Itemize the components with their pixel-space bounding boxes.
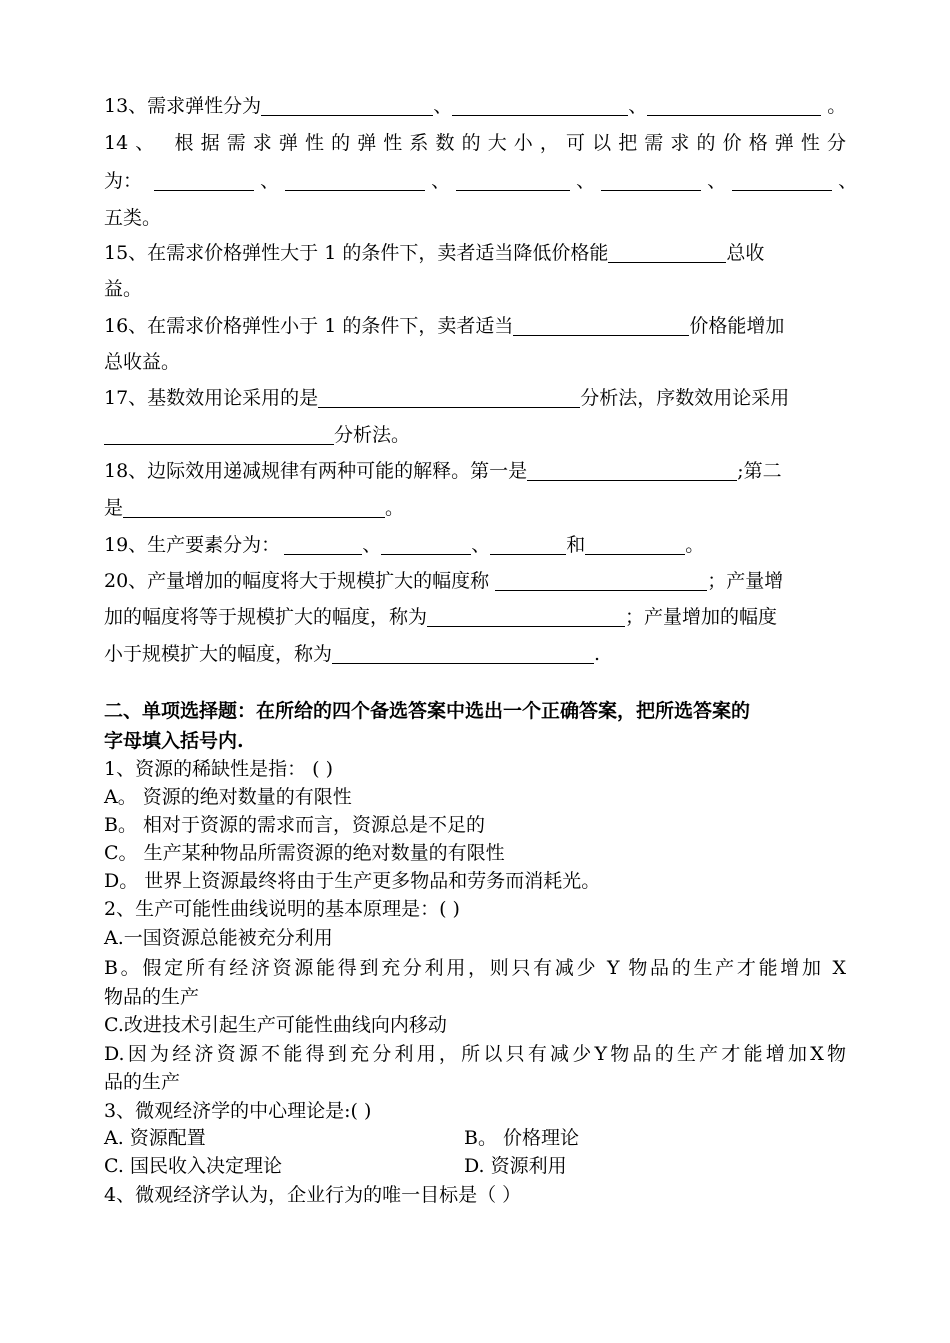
q18-end: 。 bbox=[385, 497, 405, 519]
mc-q1-option-a[interactable]: A。 资源的绝对数量的有限性 bbox=[104, 786, 352, 808]
q18-suffix: ;第二 bbox=[737, 460, 782, 482]
q20-suffix-2: ；产量增加的幅度 bbox=[625, 606, 778, 628]
q19-blank-4[interactable] bbox=[585, 534, 685, 555]
q20-text-3: 小于规模扩大的幅度，称为 bbox=[104, 643, 333, 665]
question-20 bbox=[104, 567, 846, 595]
q18-prefix-2: 是 bbox=[104, 497, 124, 519]
question-14-line-1: 14、 根据需求弹性的弹性系数的大小，可以把需求的价格弹性分 bbox=[104, 132, 846, 154]
mc-q3-option-b[interactable]: B。 价格理论 bbox=[464, 1127, 580, 1149]
q17-suffix: 分析法，序数效用论采用 bbox=[580, 387, 790, 409]
question-18 bbox=[104, 457, 846, 485]
question-14-line-3: 五类。 bbox=[104, 207, 162, 229]
q14-blank-4[interactable] bbox=[601, 170, 701, 191]
question-18-line-2 bbox=[104, 494, 846, 522]
section-2-heading: 二、单项选择题：在所给的四个备选答案中选出一个正确答案，把所选答案的 bbox=[104, 700, 751, 722]
question-20-line-2 bbox=[104, 603, 846, 631]
q14-prefix: 为： bbox=[104, 170, 143, 192]
mc-q3-options-row-2 bbox=[104, 1152, 846, 1180]
mc-question-2: 2、生产可能性曲线说明的基本原理是：( ) bbox=[104, 898, 460, 920]
question-13 bbox=[104, 92, 846, 120]
mc-q2-option-a[interactable]: A.一国资源总能被充分利用 bbox=[104, 927, 333, 949]
q13-blank-1[interactable] bbox=[261, 95, 433, 116]
q14-blank-5[interactable] bbox=[732, 170, 832, 191]
q20-blank-3[interactable] bbox=[332, 643, 594, 664]
q15-suffix: 总收 bbox=[726, 242, 765, 264]
q17-text: 17、基数效用论采用的是 bbox=[104, 387, 319, 409]
q17-suffix-2: 分析法。 bbox=[334, 424, 411, 446]
mc-q2-option-d-line-2: 品的生产 bbox=[104, 1071, 181, 1093]
mc-q2-option-c[interactable]: C.改进技术引起生产可能性曲线向内移动 bbox=[104, 1014, 447, 1036]
q16-text: 16、在需求价格弹性小于 1 的条件下，卖者适当 bbox=[104, 315, 514, 337]
q20-suffix: ；产量增 bbox=[707, 570, 784, 592]
q20-blank-2[interactable] bbox=[427, 606, 625, 627]
mc-q3-options-row-1 bbox=[104, 1124, 846, 1152]
q19-sep: 、 bbox=[471, 534, 491, 556]
question-17-line-2 bbox=[104, 421, 846, 449]
question-17 bbox=[104, 384, 846, 412]
q19-blank-3[interactable] bbox=[490, 534, 566, 555]
question-14-line-2 bbox=[104, 167, 858, 195]
q19-text: 19、生产要素分为： bbox=[104, 534, 281, 556]
q14-blank-2[interactable] bbox=[285, 170, 425, 191]
q14-sep: 、 bbox=[260, 170, 280, 192]
q19-blank-2[interactable] bbox=[381, 534, 471, 555]
q20-end: . bbox=[594, 643, 601, 665]
q18-text: 18、边际效用递减规律有两种可能的解释。第一是 bbox=[104, 460, 528, 482]
q13-end: 。 bbox=[821, 95, 847, 117]
q15-text: 15、在需求价格弹性大于 1 的条件下，卖者适当降低价格能 bbox=[104, 242, 609, 264]
q17-blank-1[interactable] bbox=[318, 387, 580, 408]
q16-blank[interactable] bbox=[513, 315, 689, 336]
q19-end: 。 bbox=[685, 534, 705, 556]
q14-blank-1[interactable] bbox=[154, 170, 254, 191]
question-20-line-3 bbox=[104, 640, 846, 668]
section-2-heading-line-2: 字母填入括号内. bbox=[104, 730, 244, 752]
q13-blank-2[interactable] bbox=[452, 95, 628, 116]
question-19 bbox=[104, 531, 846, 559]
q13-sep: 、 bbox=[628, 95, 648, 117]
q19-and: 和 bbox=[566, 534, 586, 556]
mc-q2-option-b-line-2: 物品的生产 bbox=[104, 986, 200, 1008]
q14-sep: 、 bbox=[431, 170, 451, 192]
mc-q2-option-b[interactable]: B。假定所有经济资源能得到充分利用，则只有减少 Y 物品的生产才能增加 X bbox=[104, 957, 846, 979]
q19-blank-1[interactable] bbox=[284, 534, 362, 555]
q13-blank-3[interactable] bbox=[647, 95, 821, 116]
mc-q2-option-d[interactable]: D.因为经济资源不能得到充分利用，所以只有减少Y物品的生产才能增加X物 bbox=[104, 1043, 846, 1065]
mc-question-3: 3、微观经济学的中心理论是:( ) bbox=[104, 1100, 372, 1122]
mc-question-4: 4、微观经济学认为，企业行为的唯一目标是（ ） bbox=[104, 1184, 522, 1206]
q18-blank-2[interactable] bbox=[123, 497, 385, 518]
question-16 bbox=[104, 312, 846, 340]
q20-text: 20、产量增加的幅度将大于规模扩大的幅度称 bbox=[104, 570, 496, 592]
mc-q3-option-d[interactable]: D. 资源利用 bbox=[464, 1155, 567, 1177]
mc-q3-option-c[interactable]: C. 国民收入决定理论 bbox=[104, 1155, 282, 1177]
q17-blank-2[interactable] bbox=[104, 424, 334, 445]
mc-q3-option-a[interactable]: A. 资源配置 bbox=[104, 1127, 206, 1149]
q14-sep: 、 bbox=[707, 170, 727, 192]
q13-text: 13、需求弹性分为 bbox=[104, 95, 262, 117]
question-15-line-2: 益。 bbox=[104, 278, 143, 300]
mc-q1-option-b[interactable]: B。 相对于资源的需求而言，资源总是不足的 bbox=[104, 814, 486, 836]
mc-q1-option-d[interactable]: D。 世界上资源最终将由于生产更多物品和劳务而消耗光。 bbox=[104, 870, 601, 892]
q20-blank-1[interactable] bbox=[495, 570, 707, 591]
mc-question-1: 1、资源的稀缺性是指： ( ) bbox=[104, 758, 333, 780]
question-15 bbox=[104, 239, 846, 267]
q20-text-2: 加的幅度将等于规模扩大的幅度，称为 bbox=[104, 606, 428, 628]
question-16-line-2: 总收益。 bbox=[104, 351, 181, 373]
q15-blank[interactable] bbox=[608, 242, 726, 263]
q19-sep: 、 bbox=[362, 534, 382, 556]
q13-sep: 、 bbox=[433, 95, 453, 117]
q16-suffix: 价格能增加 bbox=[689, 315, 785, 337]
q14-blank-3[interactable] bbox=[456, 170, 570, 191]
mc-q1-option-c[interactable]: C。 生产某种物品所需资源的绝对数量的有限性 bbox=[104, 842, 505, 864]
q14-sep: 、 bbox=[838, 170, 858, 192]
q18-blank-1[interactable] bbox=[527, 460, 737, 481]
q14-sep: 、 bbox=[576, 170, 596, 192]
